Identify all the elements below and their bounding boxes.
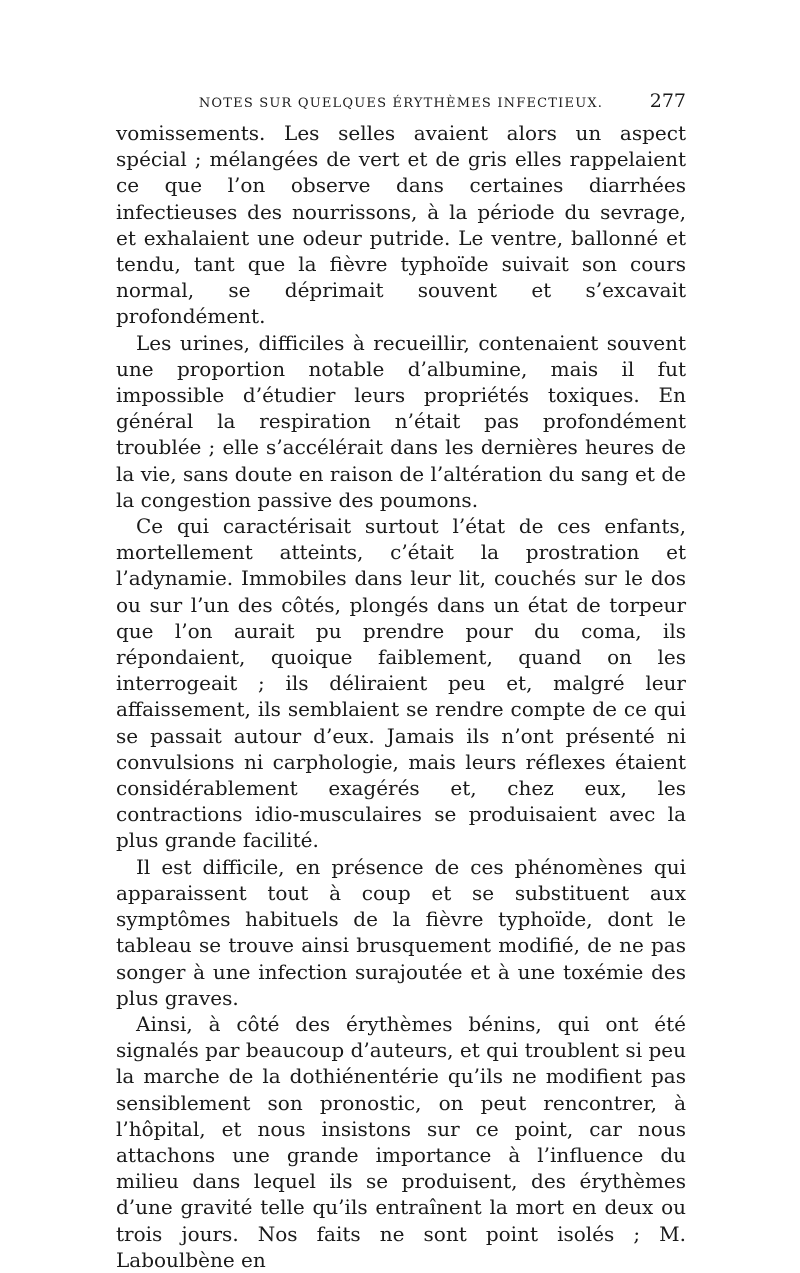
paragraph-5: Ainsi, à côté des érythèmes bénins, qui ont été signalés par beaucoup d’auteurs, et qui troublent si peu la marche de la dothiénentérie qu’ils ne modifient pas sensiblement son pronostic, on peut rencontrer, à l’hôpital, et nous insistons sur ce point, car nous attachons une grande importance à l’influence du milieu dans lequel ils se produisent, des érythèmes d’une gravité telle qu’ils entraînent la mort en deux ou trois jours. Nos faits ne sont point isolés ; M. Laboulbène en xyxy=(116,1011,686,1272)
running-title: NOTES SUR QUELQUES ÉRYTHÈMES INFECTIEUX. xyxy=(198,96,604,111)
paragraph-4: Il est difficile, en présence de ces phénomènes qui apparaissent tout à coup et se substituent aux symptômes habituels de la fièvre typhoïde, dont le tableau se trouve ainsi brusquement modifié, de ne pas songer à une infection surajoutée et à une toxémie des plus graves. xyxy=(116,854,686,1010)
paragraph-2: Les urines, difficiles à recueillir, contenaient souvent une proportion notable d’albumine, mais il fut impossible d’étudier leurs propriétés toxiques. En général la respiration n’était pas profondément troublée ; elle s’accélérait dans les dernières heures de la vie, sans doute en raison de l’altération du sang et de la congestion passive des poumons. xyxy=(116,330,686,512)
paragraph-1: vomissements. Les selles avaient alors un aspect spécial ; mélangées de vert et de gris elles rappelaient ce que l’on observe dans certaines diarrhées infectieuses des nourrissons, à la période du sevrage, et exhalaient une odeur putride. Le ventre, ballonné et tendu, tant que la fièvre typhoïde suivait son cours normal, se déprimait souvent et s’excavait profondément. xyxy=(116,121,686,329)
running-header xyxy=(116,90,686,120)
book-page xyxy=(116,90,686,1273)
body-text xyxy=(116,120,686,1273)
paragraph-3: Ce qui caractérisait surtout l’état de ces enfants, mortellement atteints, c’était la prostration et l’adynamie. Immobiles dans leur lit, couchés sur le dos ou sur l’un des côtés, plongés dans un état de torpeur que l’on aurait pu prendre pour du coma, ils répondaient, quoique faiblement, quand on les interrogeait ; ils déliraient peu et, malgré leur affaissement, ils semblaient se rendre compte de ce qui se passait autour d’eux. Jamais ils n’ont présenté ni convulsions ni carphologie, mais leurs réflexes étaient considérablement exagérés et, chez eux, les contractions idio-musculaires se produisaient avec la plus grande facilité. xyxy=(116,514,686,853)
page-number: 277 xyxy=(649,90,686,112)
